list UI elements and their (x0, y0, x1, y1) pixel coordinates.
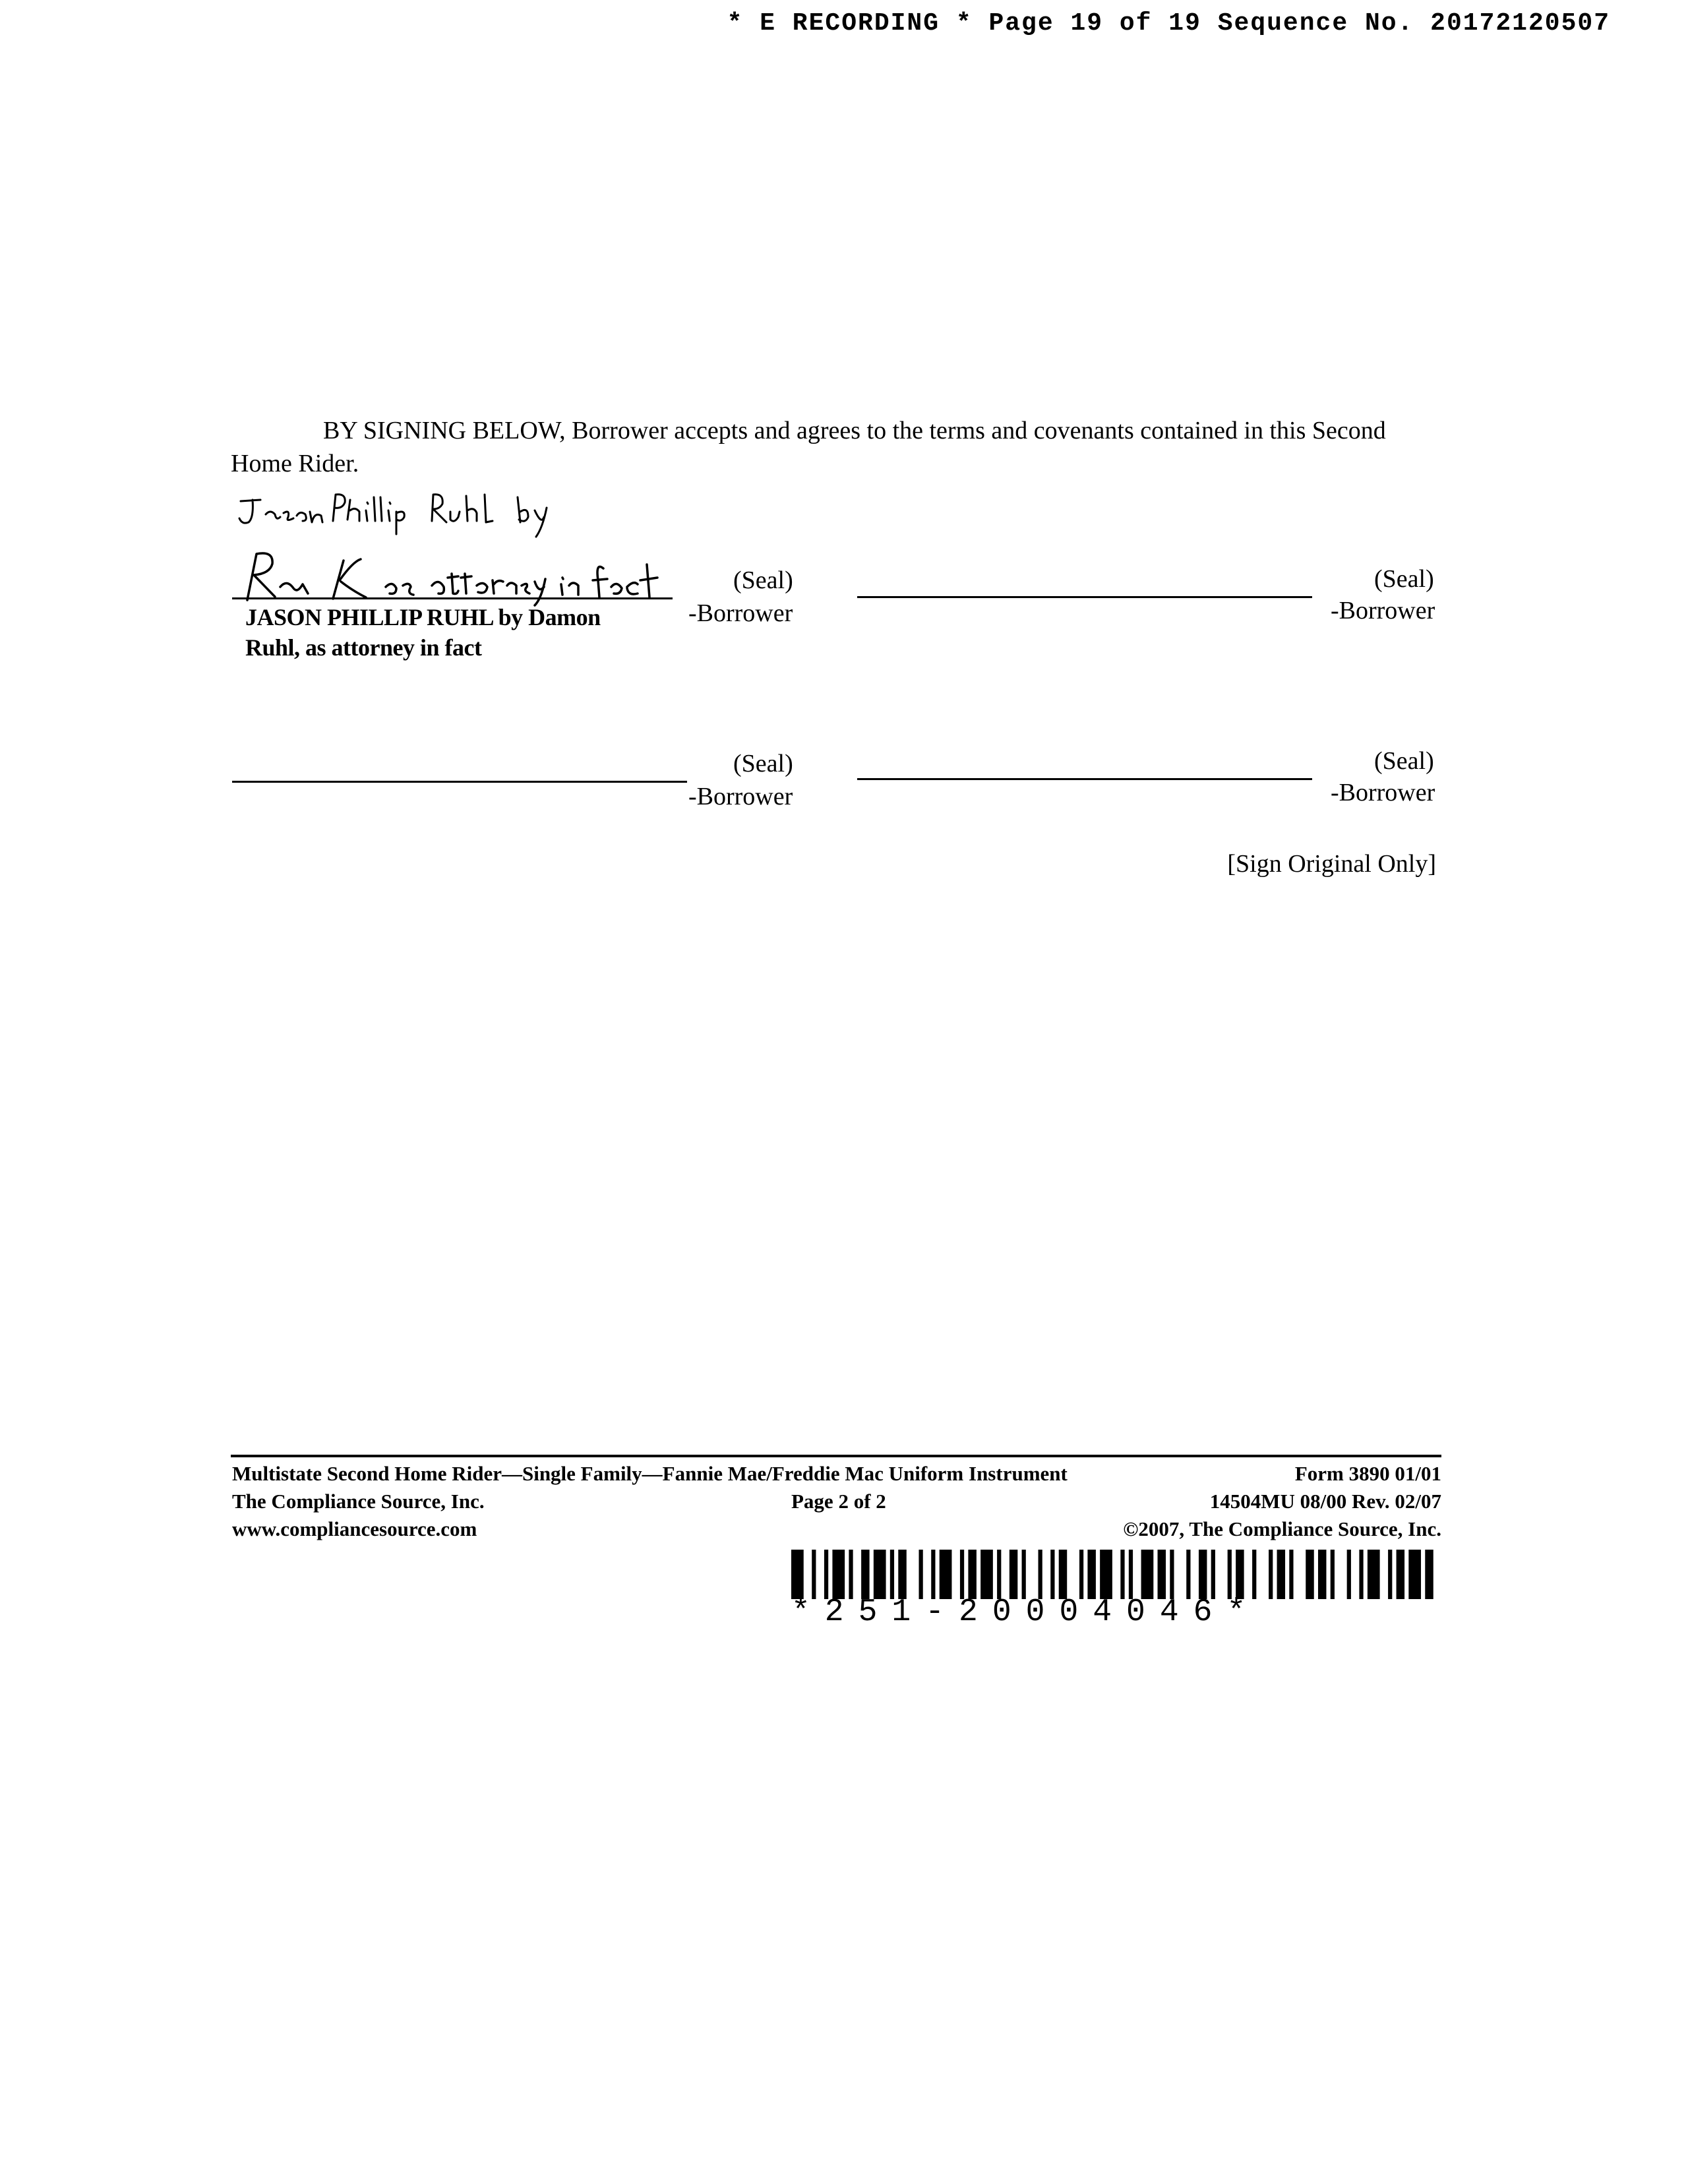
handwritten-signature (234, 488, 696, 607)
seal-label-4: (Seal) (1374, 747, 1434, 775)
intro-paragraph (231, 414, 1437, 480)
barcode-icon (791, 1550, 1437, 1599)
signer-printed-name: JASON PHILLIP RUHL by Damon Ruhl, as attorney in fact (245, 604, 601, 661)
borrower-label-1: -Borrower (688, 599, 793, 627)
footer-company: The Compliance Source, Inc. (232, 1490, 485, 1513)
signature-line-1 (232, 597, 673, 599)
intro-text: BY SIGNING BELOW, Borrower accepts and agrees to the terms and covenants contained in this Second Home Rider. (231, 417, 1386, 477)
seal-label-2: (Seal) (1374, 565, 1434, 593)
footer-revision: 14504MU 08/00 Rev. 02/07 (1209, 1490, 1441, 1513)
footer-page-number: Page 2 of 2 (791, 1490, 886, 1513)
signature-line-3 (232, 781, 687, 783)
footer-rule (231, 1455, 1441, 1457)
signature-line-2 (857, 596, 1312, 598)
seal-label-1: (Seal) (733, 566, 793, 594)
borrower-label-3: -Borrower (688, 783, 793, 810)
footer-form-title: Multistate Second Home Rider—Single Family—Fannie Mae/Freddie Mac Uniform Instrument (232, 1462, 1068, 1485)
footer-copyright: ©2007, The Compliance Source, Inc. (1123, 1517, 1441, 1540)
seal-label-3: (Seal) (733, 750, 793, 777)
recording-header: * E RECORDING * Page 19 of 19 Sequence No. 20172120507 (727, 9, 1610, 38)
barcode-number: *251-20004046* (791, 1594, 1261, 1630)
borrower-label-2: -Borrower (1331, 597, 1435, 624)
signature-line-4 (857, 778, 1312, 780)
footer-left (232, 1460, 1068, 1543)
footer-website: www.compliancesource.com (232, 1517, 477, 1540)
borrower-label-4: -Borrower (1331, 779, 1435, 806)
sign-original-note: [Sign Original Only] (1227, 850, 1436, 878)
footer-form-number: Form 3890 01/01 (1294, 1462, 1441, 1485)
footer-right (1123, 1460, 1441, 1543)
